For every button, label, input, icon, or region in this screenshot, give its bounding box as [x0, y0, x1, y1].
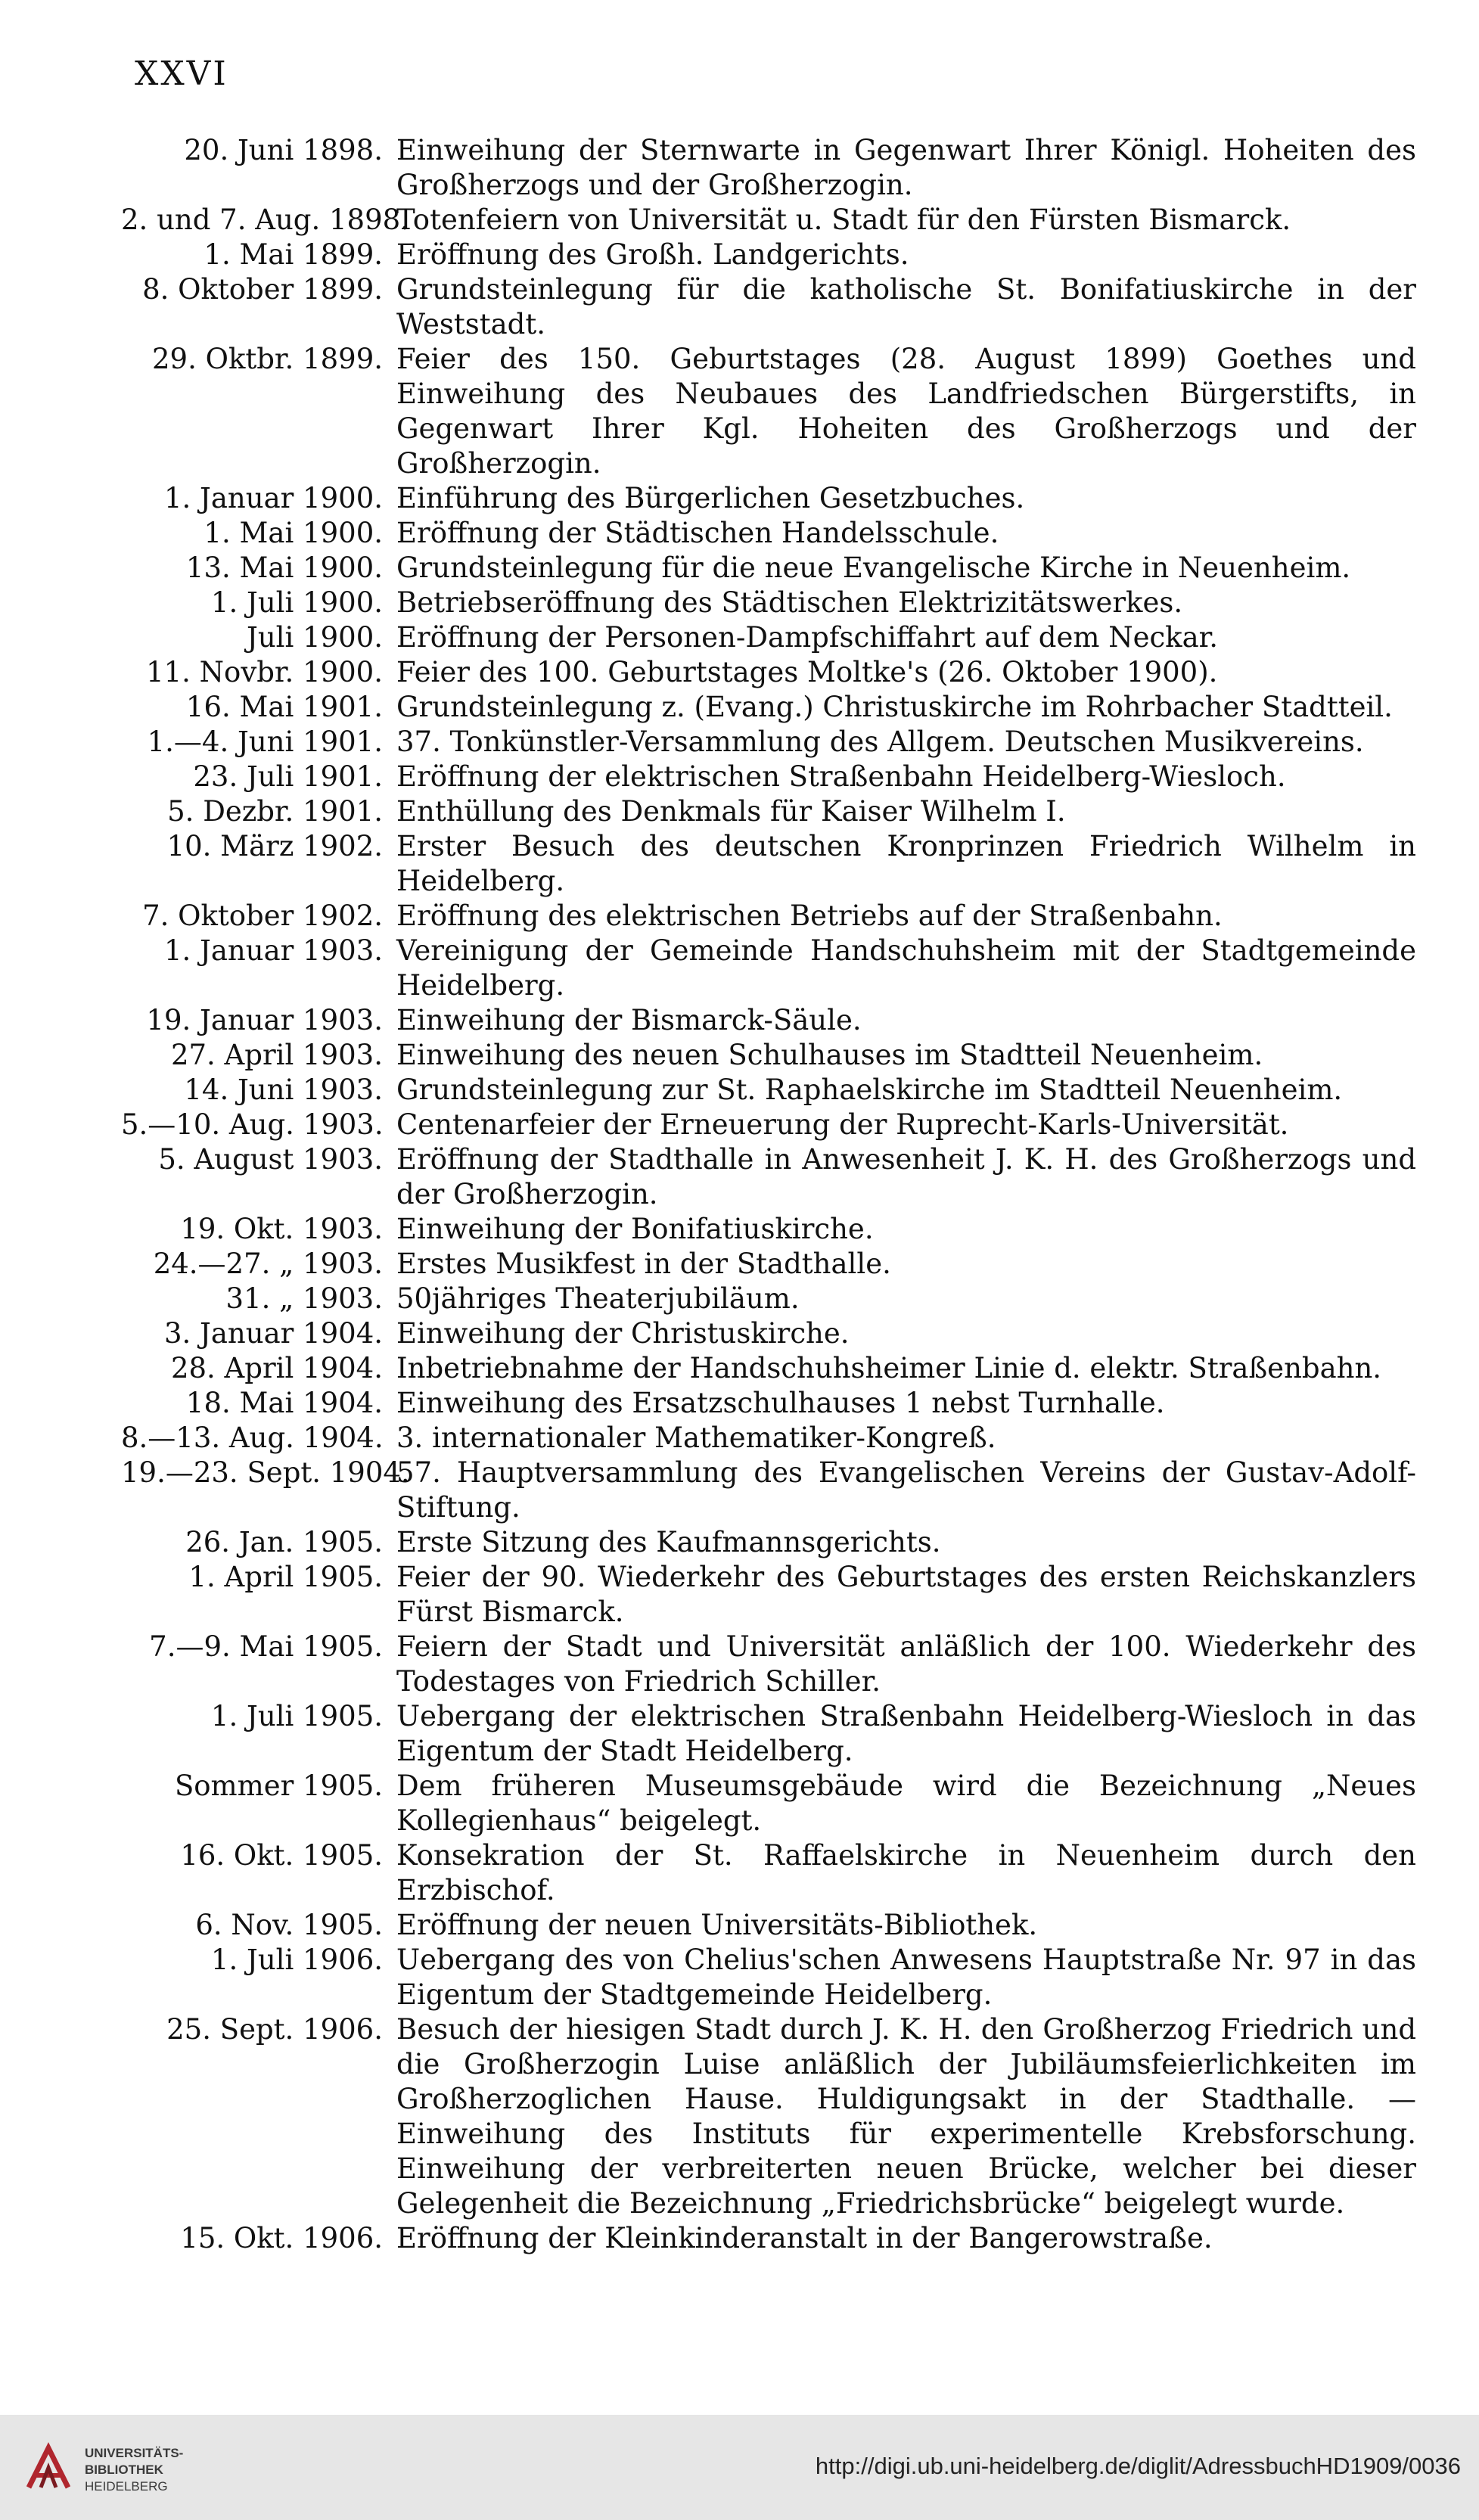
- entry-date: 27. April 1903.: [170, 1039, 383, 1071]
- page-number: XXVI: [135, 54, 228, 93]
- entry-date: 25. Sept. 1906.: [166, 2013, 383, 2046]
- chronicle-entry: [121, 620, 1416, 655]
- entry-date: 16. Mai 1901.: [185, 691, 383, 723]
- entry-date: 6. Nov. 1905.: [195, 1909, 383, 1941]
- chronicle-entry: [121, 1386, 1416, 1421]
- library-name-line3: HEIDELBERG: [85, 2479, 168, 2494]
- entry-date: 1. Mai 1899.: [204, 238, 383, 271]
- entry-event: Einweihung des Ersatzschulhauses 1 nebst Turnhalle.: [396, 1387, 1165, 1419]
- entry-date: 5. August 1903.: [158, 1143, 383, 1176]
- entry-date: 19.—23. Sept. 1904.: [121, 1456, 410, 1489]
- chronicle-entry: [121, 1630, 1416, 1699]
- entry-event: Erster Besuch des deutschen Kronprinzen Friedrich Wilhelm in Heidelberg.: [396, 830, 1416, 897]
- entry-date: 7. Oktober 1902.: [142, 900, 383, 932]
- entry-event: 37. Tonkünstler-Versammlung des Allgem. Deutschen Musikvereins.: [396, 726, 1364, 758]
- chronicle-entry: [121, 1421, 1416, 1456]
- chronicle-entry: [121, 1247, 1416, 1282]
- chronicle-entry: [121, 899, 1416, 934]
- library-name: [85, 2445, 183, 2495]
- entry-date: 23. Juli 1901.: [193, 760, 383, 793]
- entry-date: 8. Oktober 1899.: [142, 273, 383, 306]
- entry-event: Einführung des Bürgerlichen Gesetzbuches.: [396, 482, 1025, 514]
- chronicle-entry: [121, 1282, 1416, 1316]
- entry-date: 1. April 1905.: [188, 1561, 383, 1593]
- entry-event: Erste Sitzung des Kaufmannsgerichts.: [396, 1526, 941, 1558]
- entry-date: 1. Juli 1900.: [210, 586, 383, 619]
- entry-date: 1.—4. Juni 1901.: [147, 726, 383, 758]
- entry-event: Vereinigung der Gemeinde Handschuhsheim mit der Stadtgemeinde Heidelberg.: [396, 934, 1416, 1002]
- entry-date: 18. Mai 1904.: [185, 1387, 383, 1419]
- entry-event: Totenfeiern von Universität u. Stadt für den Fürsten Bismarck.: [396, 204, 1291, 236]
- entry-event: Feier der 90. Wiederkehr des Geburtstages des ersten Reichskanzlers Fürst Bismarck.: [396, 1561, 1416, 1628]
- chronicle-entry: [121, 2012, 1416, 2221]
- chronicle-entry: [121, 1108, 1416, 1142]
- entry-date: Sommer 1905.: [174, 1770, 383, 1802]
- entry-event: 3. internationaler Mathematiker-Kongreß.: [396, 1422, 996, 1454]
- entry-date: 1. Juli 1905.: [210, 1700, 383, 1732]
- entry-event: Eröffnung der Stadthalle in Anwesenheit J. K. H. des Großherzogs und der Großherzogin.: [396, 1143, 1416, 1210]
- entry-event: 57. Hauptversammlung des Evangelischen Vereins der Gustav-Adolf-Stiftung.: [396, 1456, 1416, 1524]
- entry-date: 1. Januar 1903.: [163, 934, 383, 967]
- entry-date: 29. Oktbr. 1899.: [152, 343, 383, 375]
- entry-event: Grundsteinlegung für die neue Evangelische Kirche in Neuenheim.: [396, 552, 1351, 584]
- entry-date: 24.—27. „ 1903.: [153, 1248, 383, 1280]
- entry-date: 1. Januar 1900.: [163, 482, 383, 514]
- chronicle-entry: [121, 1943, 1416, 2012]
- entry-date: 1. Mai 1900.: [204, 517, 383, 549]
- entry-date: 15. Okt. 1906.: [180, 2222, 383, 2254]
- chronicle-entry: [121, 1351, 1416, 1386]
- entry-date: Juli 1900.: [246, 621, 383, 654]
- chronicle-entry: [121, 760, 1416, 794]
- entry-event: Eröffnung der neuen Universitäts-Bibliothek.: [396, 1909, 1038, 1941]
- entry-event: Uebergang der elektrischen Straßenbahn Heidelberg-Wiesloch in das Eigentum der Stadt Heidelberg.: [396, 1700, 1416, 1767]
- chronicle-entry: [121, 1456, 1416, 1525]
- entry-date: 31. „ 1903.: [225, 1282, 383, 1315]
- university-library-logo-icon: [18, 2438, 79, 2498]
- chronicle-entry: [121, 238, 1416, 272]
- entry-event: Eröffnung der Städtischen Handelsschule.: [396, 517, 999, 549]
- entry-event: Grundsteinlegung zur St. Raphaelskirche im Stadtteil Neuenheim.: [396, 1074, 1343, 1106]
- entry-date: 11. Novbr. 1900.: [146, 656, 383, 688]
- entry-event: Enthüllung des Denkmals für Kaiser Wilhelm I.: [396, 795, 1066, 828]
- entry-event: Dem früheren Museumsgebäude wird die Bezeichnung „Neues Kollegienhaus“ beigelegt.: [396, 1770, 1416, 1837]
- entry-date: 20. Juni 1898.: [184, 134, 383, 166]
- entry-date: 8.—13. Aug. 1904.: [121, 1422, 384, 1454]
- chronicle-entry: [121, 829, 1416, 899]
- chronicle-entry: [121, 655, 1416, 690]
- chronicle-entry: [121, 516, 1416, 551]
- source-url-link[interactable]: http://digi.ub.uni-heidelberg.de/diglit/AdressbuchHD1909/0036: [815, 2453, 1461, 2479]
- entry-event: Feiern der Stadt und Universität anläßlich der 100. Wiederkehr des Todestages von Friedrich Schiller.: [396, 1630, 1416, 1698]
- chronicle-entry: [121, 1142, 1416, 1212]
- chronicle-entry: [121, 934, 1416, 1003]
- entry-event: Grundsteinlegung z. (Evang.) Christuskirche im Rohrbacher Stadtteil.: [396, 691, 1393, 723]
- entry-event: Grundsteinlegung für die katholische St. Bonifatiuskirche in der Weststadt.: [396, 273, 1416, 340]
- entry-date: 13. Mai 1900.: [185, 552, 383, 584]
- entry-event: Besuch der hiesigen Stadt durch J. K. H. den Großherzog Friedrich und die Großherzogin Luise anläßlich der Jubiläumsfeierlichkeiten im Großherzoglichen Hause. Huldigungsakt in der Stadthalle. — Einweihung des Instituts für experimentelle Krebsforschung. Einweihung der verbreiterten neuen Brücke, welcher bei dieser Gelegenheit die Bezeichnung „Friedrichsbrücke“ beigelegt wurde.: [396, 2013, 1416, 2220]
- chronicle-entry: [121, 1073, 1416, 1108]
- entry-date: 28. April 1904.: [170, 1352, 383, 1384]
- entry-event: Uebergang des von Chelius'schen Anwesens Hauptstraße Nr. 97 in das Eigentum der Stadtgemeinde Heidelberg.: [396, 1944, 1416, 2011]
- entry-date: 16. Okt. 1905.: [180, 1839, 383, 1872]
- chronicle-entry: [121, 1316, 1416, 1351]
- chronicle-entry: [121, 272, 1416, 342]
- chronicle-entry: [121, 1525, 1416, 1560]
- entry-date: 5. Dezbr. 1901.: [167, 795, 383, 828]
- entry-event: Konsekration der St. Raffaelskirche in Neuenheim durch den Erzbischof.: [396, 1839, 1416, 1906]
- chronicle-entry: [121, 1699, 1416, 1769]
- entry-event: Betriebseröffnung des Städtischen Elektrizitätswerkes.: [396, 586, 1183, 619]
- library-name-line1: UNIVERSITÄTS-: [85, 2446, 184, 2460]
- entry-event: Centenarfeier der Erneuerung der Ruprecht-Karls-Universität.: [396, 1108, 1289, 1141]
- entry-event: Eröffnung der elektrischen Straßenbahn Heidelberg-Wiesloch.: [396, 760, 1286, 793]
- chronicle-entry: [121, 1908, 1416, 1943]
- entry-event: 50jähriges Theaterjubiläum.: [396, 1282, 800, 1315]
- chronicle-entry: [121, 1038, 1416, 1073]
- chronicle-entry: [121, 794, 1416, 829]
- library-name-line2: BIBLIOTHEK: [85, 2463, 163, 2477]
- entry-event: Einweihung der Bismarck-Säule.: [396, 1004, 862, 1036]
- entry-event: Erstes Musikfest in der Stadthalle.: [396, 1248, 891, 1280]
- library-footer: [0, 2415, 1479, 2520]
- entry-date: 19. Januar 1903.: [146, 1004, 383, 1036]
- chronicle-entry: [121, 725, 1416, 760]
- chronicle-entry: [121, 586, 1416, 620]
- entry-event: Einweihung des neuen Schulhauses im Stadtteil Neuenheim.: [396, 1039, 1263, 1071]
- chronicle-entry: [121, 1003, 1416, 1038]
- chronicle-entry: [121, 1212, 1416, 1247]
- entry-date: 14. Juni 1903.: [184, 1074, 383, 1106]
- entry-event: Feier des 100. Geburtstages Moltke's (26. Oktober 1900).: [396, 656, 1218, 688]
- chronicle-entry: [121, 1560, 1416, 1630]
- entry-date: 19. Okt. 1903.: [180, 1213, 383, 1245]
- entry-event: Eröffnung des elektrischen Betriebs auf der Straßenbahn.: [396, 900, 1223, 932]
- chronicle-entry: [121, 1769, 1416, 1838]
- entry-event: Feier des 150. Geburtstages (28. August 1899) Goethes und Einweihung des Neubaues des Landfriedschen Bürgerstifts, in Gegenwart Ihrer Kgl. Hoheiten des Großherzogs und der Großherzogin.: [396, 343, 1416, 480]
- entry-date: 7.—9. Mai 1905.: [149, 1630, 383, 1663]
- entry-event: Eröffnung der Kleinkinderanstalt in der Bangerowstraße.: [396, 2222, 1213, 2254]
- entry-date: 10. März 1902.: [166, 830, 383, 862]
- chronicle-entry: [121, 2221, 1416, 2256]
- entry-date: 5.—10. Aug. 1903.: [121, 1108, 384, 1141]
- chronicle-list: [121, 133, 1416, 2256]
- entry-date: 26. Jan. 1905.: [185, 1526, 383, 1558]
- chronicle-entry: [121, 690, 1416, 725]
- entry-date: 3. Januar 1904.: [163, 1317, 383, 1350]
- chronicle-entry: [121, 133, 1416, 203]
- entry-event: Einweihung der Christuskirche.: [396, 1317, 850, 1350]
- chronicle-entry: [121, 342, 1416, 481]
- entry-event: Inbetriebnahme der Handschuhsheimer Linie d. elektr. Straßenbahn.: [396, 1352, 1382, 1384]
- chronicle-entry: [121, 1838, 1416, 1908]
- entry-event: Eröffnung des Großh. Landgerichts.: [396, 238, 909, 271]
- chronicle-entry: [121, 551, 1416, 586]
- chronicle-entry: [121, 481, 1416, 516]
- entry-date: 1. Juli 1906.: [210, 1944, 383, 1976]
- chronicle-entry: [121, 203, 1416, 238]
- entry-event: Einweihung der Bonifatiuskirche.: [396, 1213, 874, 1245]
- entry-event: Eröffnung der Personen-Dampfschiffahrt auf dem Neckar.: [396, 621, 1219, 654]
- entry-date: 2. und 7. Aug. 1898.: [121, 204, 409, 236]
- entry-event: Einweihung der Sternwarte in Gegenwart Ihrer Königl. Hoheiten des Großherzogs und der Großherzogin.: [396, 134, 1416, 201]
